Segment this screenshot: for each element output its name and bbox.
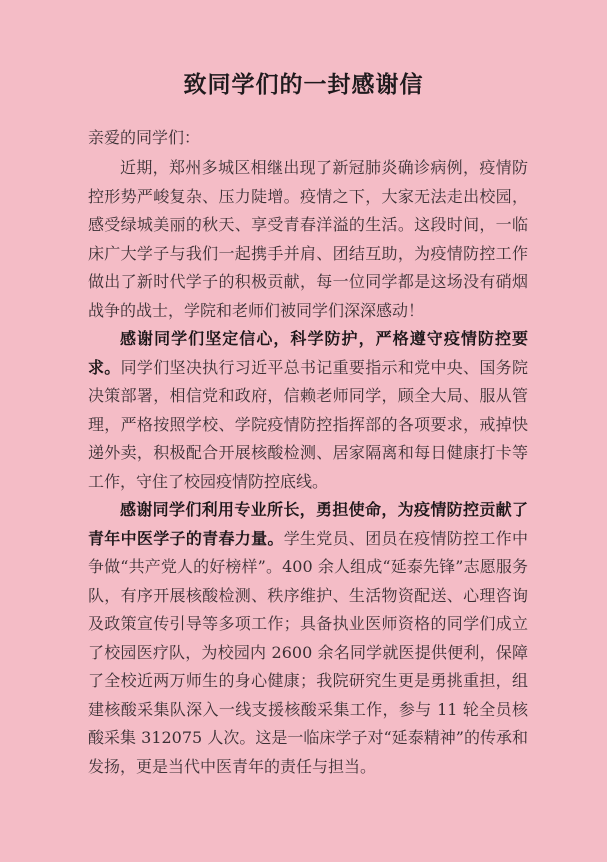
paragraph-1 <box>88 154 528 325</box>
page-title: 致同学们的一封感谢信 <box>183 71 424 98</box>
salutation: 亲爱的同学们： <box>88 128 201 147</box>
paragraph-2-text: 同学们坚决执行习近平总书记重要指示和党中央、国务院决策部署，相信党和政府，信赖老师同学，顾全大局、服从管理，严格按照学校、学院疫情防控指挥部的各项要求，戒掉快递外卖，积极配合开展核酸检测、居家隔离和每日健康打卡等工作，守住了校园疫情防控底线。 <box>88 357 528 491</box>
paragraph-1-text: 近期，郑州多城区相继出现了新冠肺炎确诊病例，疫情防控形势严峻复杂、压力陡增。疫情之下，大家无法走出校园，感受绿城美丽的秋天、享受青春洋溢的生活。这段时间，一临床广大学子与我们一起携手并肩、团结互助，为疫情防控工作做出了新时代学子的积极贡献，每一位同学都是这场没有硝烟战争的战士，学院和老师们被同学们深深感动！ <box>88 158 528 320</box>
paragraph-3 <box>88 496 528 781</box>
paragraph-3-lead: 感谢同学们利用专业所长，勇担使命，为疫情防控贡献了青年中医学子的青春力量。 <box>88 500 528 548</box>
paragraph-2 <box>88 325 528 496</box>
letter-body <box>88 122 528 781</box>
paragraph-2-lead: 感谢同学们坚定信心，科学防护，严格遵守疫情防控要求。 <box>88 329 528 377</box>
paragraph-3-text: 学生党员、团员在疫情防控工作中争做“共产党人的好榜样”。400 余人组成“延泰先锋”志愿服务队，有序开展核酸检测、秩序维护、生活物资配送、心理咨询及政策宣传引导等多项工作；具备执业医师资格的同学们成立了校园医疗队，为校园内 2600 余名同学就医提供便利，保障了全校近两万师生的身心健康；我院研究生更是勇挑重担，组建核酸采集队深入一线支援核酸采集工作，参与 11 轮全员核酸采集 312075 人次。这是一临床学子对“延泰精神”的传承和发扬，更是当代中医青年的责任与担当。 <box>88 528 528 776</box>
